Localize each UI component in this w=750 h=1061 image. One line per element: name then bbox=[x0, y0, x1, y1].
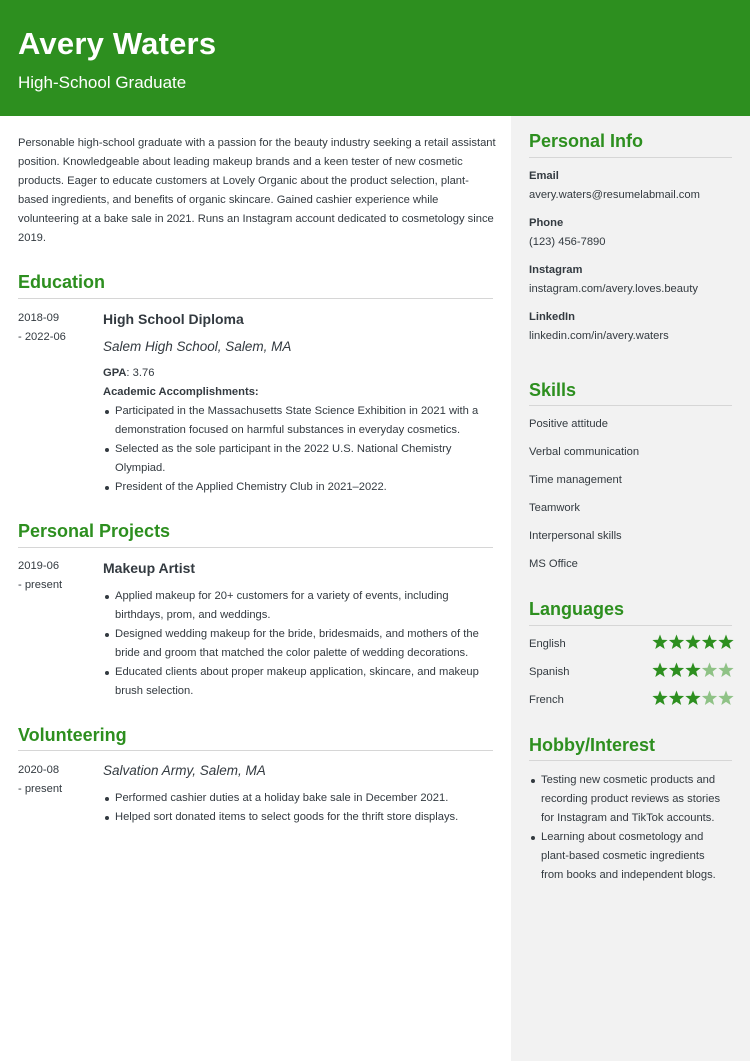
star-filled-icon bbox=[685, 691, 700, 705]
list-item: Testing new cosmetic products and recording product reviews as stories for Instagram and TikTok accounts. bbox=[529, 771, 729, 828]
language-name: French bbox=[529, 694, 564, 706]
projects-bullets bbox=[103, 587, 493, 701]
star-filled-icon bbox=[652, 663, 667, 677]
volunteering-bullets bbox=[103, 789, 493, 827]
summary-text: Personable high-school graduate with a passion for the beauty industry seeking a retail assistant position. Knowledgeable about leading makeup brands and a keen tester of new cosmetic products. Eager to educate customers at Lovely Organic about the product selection, plant-based ingredients, and benefits of organic skincare. Gained cashier experience while volunteering at a bake sale in 2021. Runs an Instagram account dedicated to cosmetology since 2019. bbox=[18, 137, 496, 244]
star-filled-icon bbox=[652, 691, 667, 705]
linkedin-value[interactable]: linkedin.com/in/avery.waters bbox=[529, 330, 669, 342]
volunteering-divider bbox=[18, 750, 493, 751]
skill-item: MS Office bbox=[529, 558, 578, 570]
skills-heading: Skills bbox=[529, 380, 577, 400]
star-filled-icon bbox=[685, 635, 700, 649]
volunteering-heading: Volunteering bbox=[18, 725, 127, 745]
star-filled-icon bbox=[669, 635, 684, 649]
education-degree: High School Diploma bbox=[103, 311, 244, 327]
list-item: Helped sort donated items to select goods for the thrift store displays. bbox=[103, 808, 493, 827]
star-filled-icon bbox=[685, 663, 700, 677]
language-name: Spanish bbox=[529, 666, 570, 678]
phone-label: Phone bbox=[529, 217, 564, 229]
email-label: Email bbox=[529, 170, 559, 182]
education-school: Salem High School, Salem, MA bbox=[103, 339, 292, 354]
education-date-start: 2018-09 bbox=[18, 312, 60, 324]
personal-info-heading: Personal Info bbox=[529, 131, 644, 151]
list-item: Participated in the Massachusetts State Science Exhibition in 2021 with a demonstration focused on harmful substances in everyday cosmetics. bbox=[103, 402, 493, 440]
languages-divider bbox=[529, 625, 732, 626]
star-filled-icon bbox=[669, 691, 684, 705]
projects-date bbox=[18, 557, 98, 595]
list-item: Designed wedding makeup for the bride, bridesmaids, and mothers of the bride and groom that matched the color palette of wedding decorations. bbox=[103, 625, 493, 663]
skill-item: Interpersonal skills bbox=[529, 530, 622, 542]
skill-item: Positive attitude bbox=[529, 418, 608, 430]
projects-date-end: - present bbox=[18, 579, 63, 591]
star-filled-icon bbox=[652, 635, 667, 649]
projects-divider bbox=[18, 547, 493, 548]
star-filled-icon bbox=[669, 663, 684, 677]
star-empty-icon bbox=[718, 691, 733, 705]
projects-date-start: 2019-06 bbox=[18, 560, 60, 572]
list-item: Learning about cosmetology and plant-based cosmetic ingredients from books and independent blogs. bbox=[529, 828, 729, 885]
hobby-divider bbox=[529, 760, 732, 761]
list-item: President of the Applied Chemistry Club in 2021–2022. bbox=[103, 478, 493, 497]
star-empty-icon bbox=[718, 663, 733, 677]
skill-item: Teamwork bbox=[529, 502, 580, 514]
gpa-label: GPA bbox=[103, 367, 127, 379]
email-value[interactable]: avery.waters@resumelabmail.com bbox=[529, 189, 700, 201]
education-date-end: - 2022-06 bbox=[18, 331, 66, 343]
accomplishments-label: Academic Accomplishments: bbox=[103, 386, 259, 398]
star-filled-icon bbox=[702, 635, 717, 649]
language-rating-stars bbox=[652, 634, 734, 650]
education-divider bbox=[18, 298, 493, 299]
personal-info-divider bbox=[529, 157, 732, 158]
gpa-value: : 3.76 bbox=[126, 367, 155, 379]
skill-item: Time management bbox=[529, 474, 622, 486]
candidate-name: Avery Waters bbox=[18, 26, 217, 61]
projects-heading: Personal Projects bbox=[18, 521, 171, 541]
volunteering-date bbox=[18, 761, 98, 799]
instagram-label: Instagram bbox=[529, 264, 583, 276]
linkedin-label: LinkedIn bbox=[529, 311, 575, 323]
resume-header bbox=[0, 0, 750, 116]
hobby-heading: Hobby/Interest bbox=[529, 735, 656, 755]
candidate-title: High-School Graduate bbox=[18, 73, 187, 92]
volunteering-date-end: - present bbox=[18, 783, 63, 795]
list-item: Applied makeup for 20+ customers for a variety of events, including birthdays, prom, and weddings. bbox=[103, 587, 493, 625]
star-filled-icon bbox=[718, 635, 733, 649]
projects-role: Makeup Artist bbox=[103, 560, 196, 576]
language-rating-stars bbox=[652, 690, 734, 706]
volunteering-date-start: 2020-08 bbox=[18, 764, 60, 776]
instagram-value[interactable]: instagram.com/avery.loves.beauty bbox=[529, 283, 698, 295]
list-item: Educated clients about proper makeup application, skincare, and makeup brush selection. bbox=[103, 663, 493, 701]
star-empty-icon bbox=[702, 691, 717, 705]
list-item: Performed cashier duties at a holiday bake sale in December 2021. bbox=[103, 789, 493, 808]
education-date bbox=[18, 309, 98, 347]
education-bullets bbox=[103, 402, 493, 497]
volunteering-org: Salvation Army, Salem, MA bbox=[103, 763, 266, 778]
education-heading: Education bbox=[18, 272, 106, 292]
language-name: English bbox=[529, 638, 566, 650]
list-item: Selected as the sole participant in the 2022 U.S. National Chemistry Olympiad. bbox=[103, 440, 493, 478]
skills-divider bbox=[529, 405, 732, 406]
hobby-bullets bbox=[529, 771, 729, 885]
language-rating-stars bbox=[652, 662, 734, 678]
sidebar bbox=[511, 116, 750, 1061]
education-gpa bbox=[103, 364, 154, 383]
phone-value: (123) 456-7890 bbox=[529, 236, 606, 248]
star-empty-icon bbox=[702, 663, 717, 677]
skill-item: Verbal communication bbox=[529, 446, 640, 458]
languages-heading: Languages bbox=[529, 599, 625, 619]
